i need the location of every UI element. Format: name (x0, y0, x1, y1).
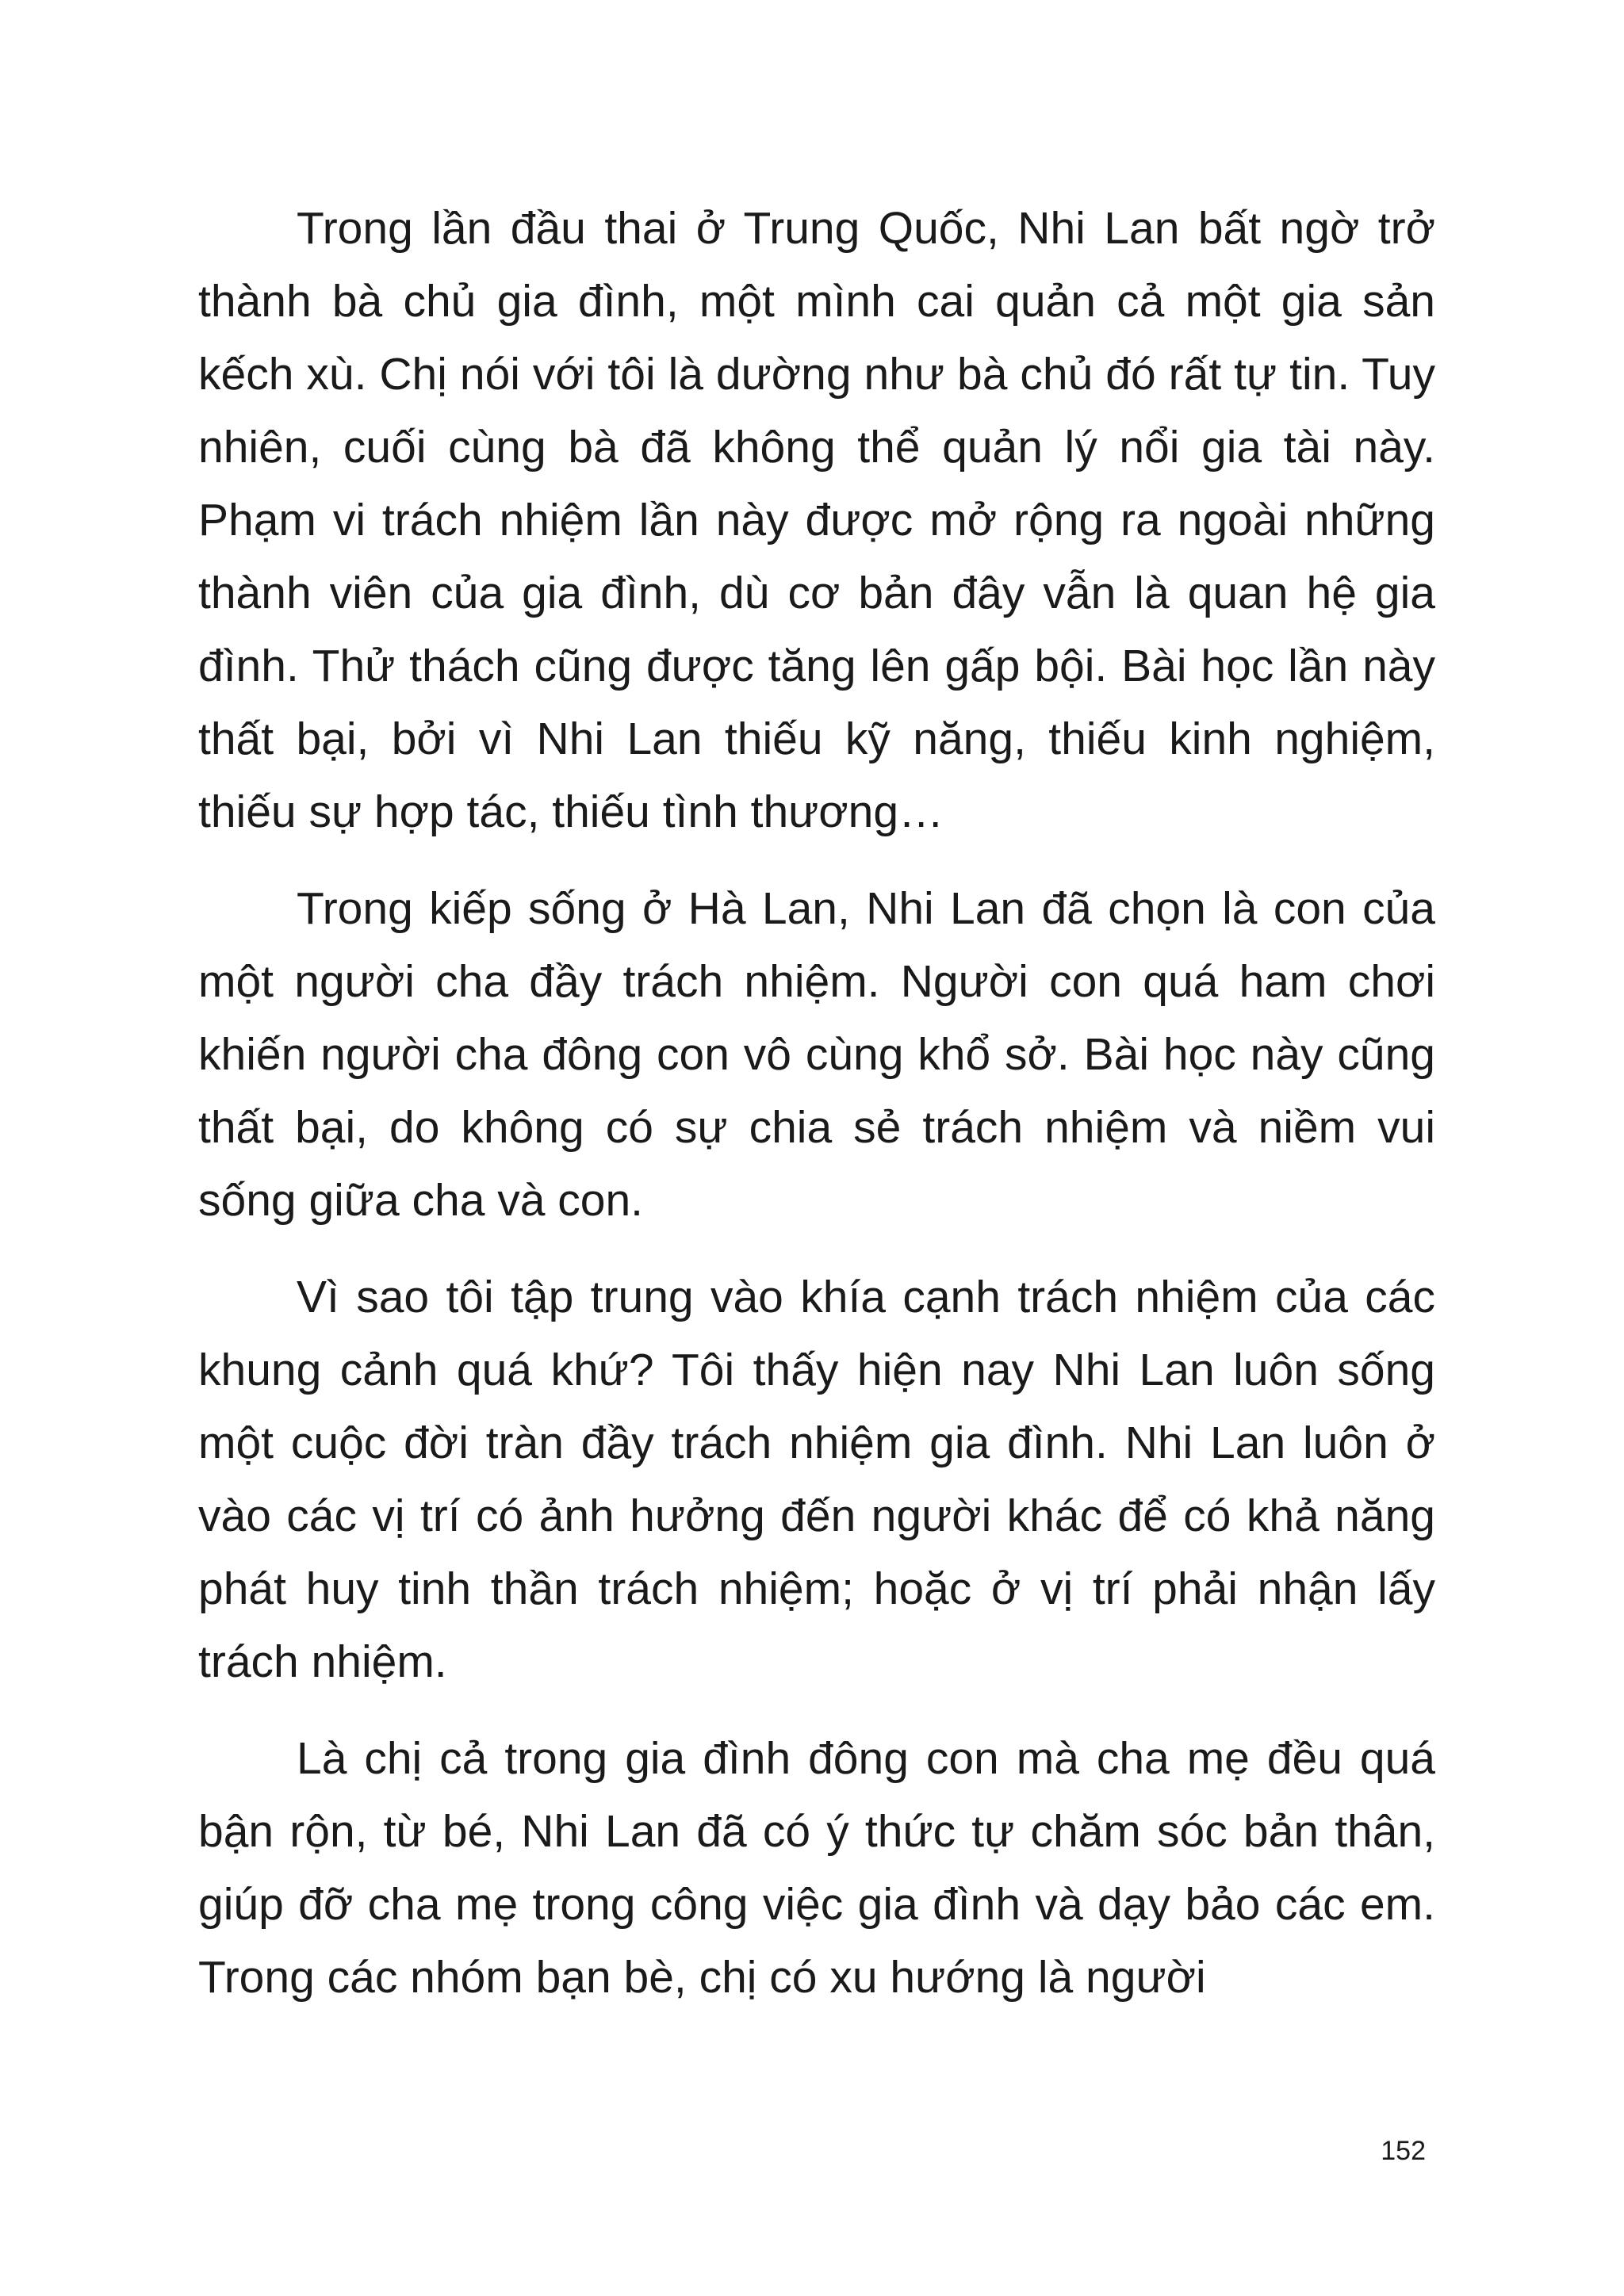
page-number: 152 (1381, 2136, 1426, 2166)
paragraph-3: Vì sao tôi tập trung vào khía cạnh trách nhiệm của các khung cảnh quá khứ? Tôi thấy hiện nay Nhi Lan luôn sống một cuộc đời tràn đầy trách nhiệm gia đình. Nhi Lan luôn ở vào các vị trí có ảnh hưởng đến người khác để có khả năng phát huy tinh thần trách nhiệm; hoặc ở vị trí phải nhận lấy trách nhiệm. (198, 1272, 1435, 1687)
body-text (198, 192, 1435, 2038)
paragraph-4: Là chị cả trong gia đình đông con mà cha mẹ đều quá bận rộn, từ bé, Nhi Lan đã có ý thức tự chăm sóc bản thân, giúp đỡ cha mẹ trong công việc gia đình và dạy bảo các em. Trong các nhóm bạn bè, chị có xu hướng là người (198, 1733, 1435, 2003)
paragraph-2: Trong kiếp sống ở Hà Lan, Nhi Lan đã chọn là con của một người cha đầy trách nhiệm. Người con quá ham chơi khiến người cha đông con vô cùng khổ sở. Bài học này cũng thất bại, do không có sự chia sẻ trách nhiệm và niềm vui sống giữa cha và con. (198, 883, 1435, 1226)
paragraph-1: Trong lần đầu thai ở Trung Quốc, Nhi Lan bất ngờ trở thành bà chủ gia đình, một mình cai quản cả một gia sản kếch xù. Chị nói với tôi là dường như bà chủ đó rất tự tin. Tuy nhiên, cuối cùng bà đã không thể quản lý nổi gia tài này. Phạm vi trách nhiệm lần này được mở rộng ra ngoài những thành viên của gia đình, dù cơ bản đây vẫn là quan hệ gia đình. Thử thách cũng được tăng lên gấp bội. Bài học lần này thất bại, bởi vì Nhi Lan thiếu kỹ năng, thiếu kinh nghiệm, thiếu sự hợp tác, thiếu tình thương… (198, 203, 1435, 837)
